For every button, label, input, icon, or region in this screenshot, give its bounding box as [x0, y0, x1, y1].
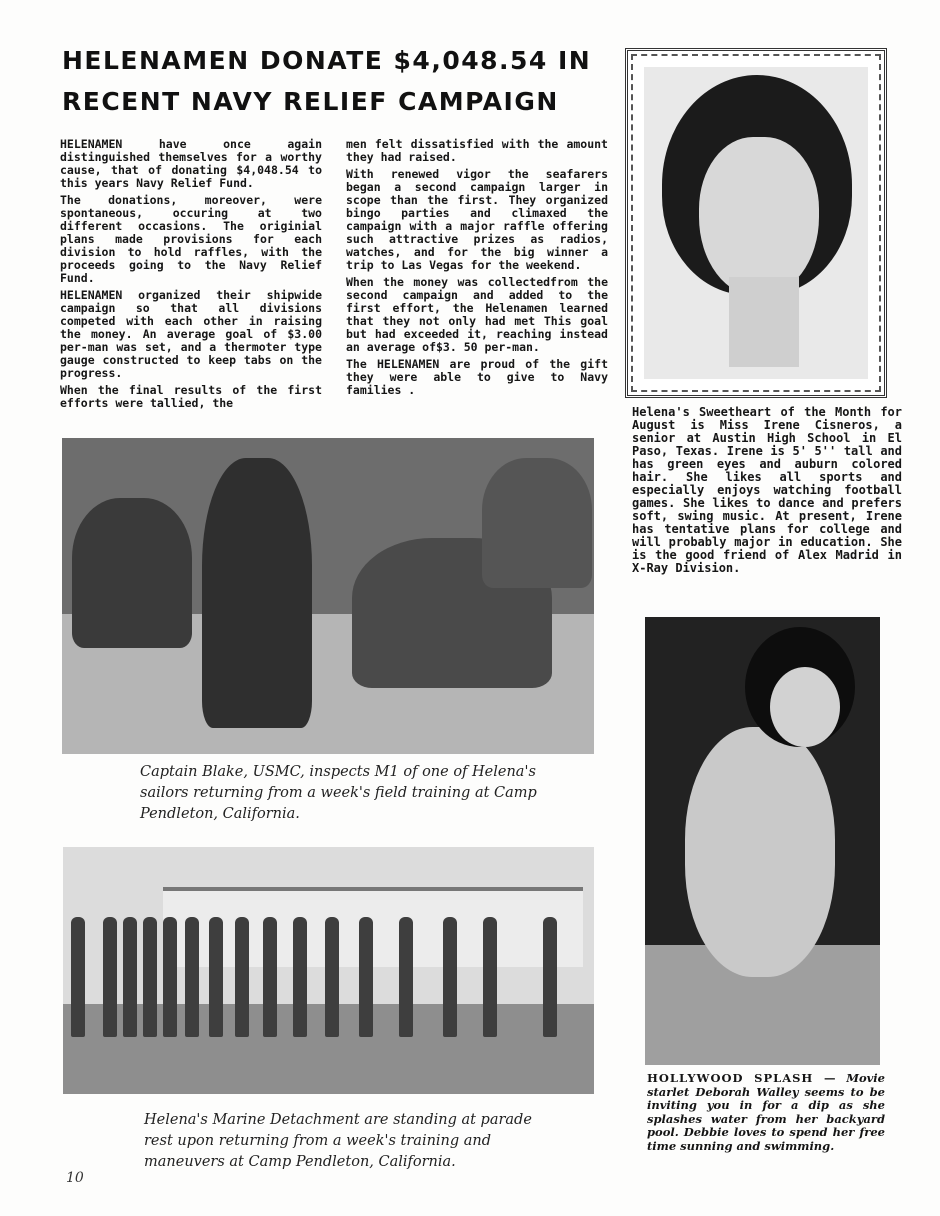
- soldier: [293, 917, 307, 1037]
- hollywood-caption-text: Movie starlet Deborah Walley seems to be inviting you in for a dip as she splashes water from her backyard pool. Debbie loves to spend her free time sunning and swimming.: [647, 1071, 885, 1153]
- portrait-face: [699, 137, 819, 297]
- photo-figure-starlet: [685, 727, 835, 977]
- headline-line-2: RECENT NAVY RELIEF CAMPAIGN: [62, 87, 559, 116]
- sweetheart-portrait-photo: [644, 67, 868, 379]
- marine-detachment-photo: [63, 847, 594, 1094]
- soldier-row: [63, 917, 594, 1057]
- inspection-photo-caption: Captain Blake, USMC, inspects M1 of one of Helena's sailors returning from a week's field training at Camp Pendleton, California.: [140, 764, 537, 822]
- article-paragraph: With renewed vigor the seafarers began a second campaign larger in scope than the first. They organized bingo parties and climaxed the campaign with a major raffle offering such attractive prizes as radios, watches, and for the big winner a trip to Las Vegas for the weekend.: [346, 167, 608, 272]
- soldier: [163, 917, 177, 1037]
- soldier: [325, 917, 339, 1037]
- article-paragraph: HELENAMEN have once again distinguished themselves for a worthy cause, that of donating $4,048.54 to this years Navy Relief Fund.: [60, 137, 322, 190]
- marine-detachment-caption: Helena's Marine Detachment are standing at parade rest upon returning from a week's training and maneuvers at Camp Pendleton, California.: [144, 1112, 532, 1170]
- soldier: [71, 917, 85, 1037]
- article-paragraph: men felt dissatisfied with the amount they had raised.: [346, 137, 608, 164]
- soldier: [483, 917, 497, 1037]
- soldier: [103, 917, 117, 1037]
- soldier: [235, 917, 249, 1037]
- soldier: [185, 917, 199, 1037]
- article-paragraph: The donations, moreover, were spontaneous, occuring at two different occasions. The originial plans made provisions for each division to hold raffles, with the proceeds going to the Navy Relief Fund.: [60, 193, 322, 285]
- soldier: [263, 917, 277, 1037]
- soldier: [143, 917, 157, 1037]
- article-headline: [62, 40, 612, 122]
- soldier: [399, 917, 413, 1037]
- article-paragraph: The HELENAMEN are proud of the gift they were able to give to Navy families .: [346, 357, 608, 397]
- headline-line-1: HELENAMEN DONATE $4,048.54 IN: [62, 46, 592, 75]
- portrait-neck: [729, 277, 799, 367]
- photo-figure-captain: [202, 458, 312, 728]
- starlet-face: [770, 667, 840, 747]
- hollywood-caption-lead: HOLLYWOOD SPLASH —: [647, 1071, 837, 1085]
- hollywood-splash-photo: [645, 617, 880, 1065]
- soldier: [123, 917, 137, 1037]
- soldier: [359, 917, 373, 1037]
- soldier: [209, 917, 223, 1037]
- article-column-1: [60, 138, 322, 410]
- inspection-photo: [62, 438, 594, 754]
- soldier: [443, 917, 457, 1037]
- photo-figure-kneeling: [72, 498, 192, 648]
- article-paragraph: HELENAMEN organized their shipwide campaign so that all divisions competed with each other in raising the money. An average goal of $3.00 per-man was set, and a thermoter type gauge constructed to keep tabs on the progress.: [60, 288, 322, 380]
- photo-figure-group: [482, 458, 592, 588]
- hollywood-splash-caption: [647, 1072, 885, 1153]
- sweetheart-caption: Helena's Sweetheart of the Month for August is Miss Irene Cisneros, a senior at Austin High School in El Paso, Texas. Irene is 5' 5'' tall and has green eyes and auburn colored hair. She likes all sports and especially enjoys watching football games. She likes to dance and prefers soft, swing music. At present, Irene has tentative plans for college and will probably major in education. She is the good friend of Alex Madrid in X-Ray Division.: [632, 405, 902, 575]
- article-paragraph: When the final results of the first efforts were tallied, the: [60, 383, 322, 410]
- soldier: [543, 917, 557, 1037]
- sweetheart-portrait-frame: [625, 48, 887, 398]
- article-column-2: [346, 138, 608, 397]
- page-number: 10: [66, 1170, 84, 1186]
- article-paragraph: When the money was collectedfrom the second campaign and added to the first effort, the Helenamen learned that they not only had met This goal but had exceeded it, reaching instead an average of$3. 50 per-man.: [346, 275, 608, 354]
